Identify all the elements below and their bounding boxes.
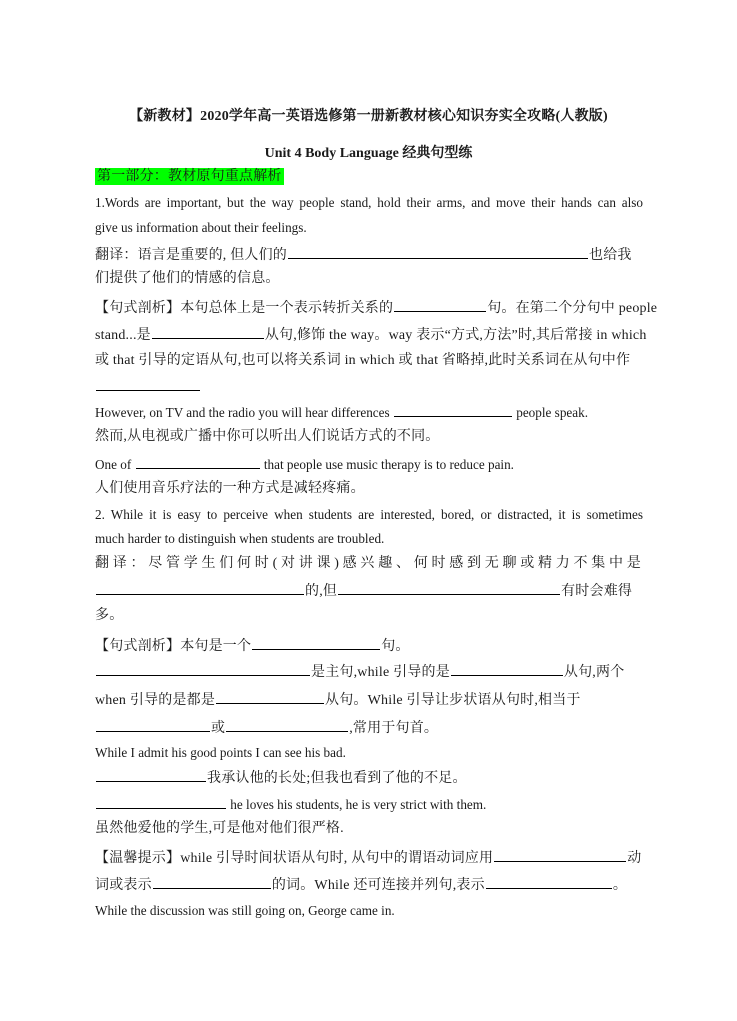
q1-ex1-text-b: people speak. xyxy=(516,405,589,420)
q2-sentence-line2: much harder to distinguish when students are troubled. xyxy=(95,531,385,546)
q1-sentence-line2: give us information about their feelings. xyxy=(95,220,307,235)
q1-analysis-line4 xyxy=(95,377,643,396)
q1-translation-line2: 们提供了他们的情感的信息。 xyxy=(95,271,280,286)
q2-trans-text-a: 的,但 xyxy=(305,584,338,599)
q2-sentence-line1: 2. While it is easy to perceive when students are interested, bored, or distracted, it is sometimes xyxy=(95,507,643,522)
q2-analysis-line2 xyxy=(95,662,643,682)
q2-tip-line1 xyxy=(95,848,643,868)
q2-analysis-blank5[interactable] xyxy=(96,718,210,732)
q2-tip-blank1[interactable] xyxy=(494,848,626,862)
q1-analysis2-text-a: stand...是 xyxy=(95,328,151,343)
q2-tip2-text-a: 词或表示 xyxy=(95,878,152,893)
q1-sentence-line1: 1.Words are important, but the way people stand, hold their arms, and move their hands can also xyxy=(95,195,643,210)
q1-example2-cn: 人们使用音乐疗法的一种方式是减轻疼痛。 xyxy=(95,481,365,496)
q1-example1-cn: 然而,从电视或广播中你可以听出人们说话方式的不同。 xyxy=(95,429,440,444)
q1-analysis-text-b: 句。在第二个分句中 people xyxy=(487,301,658,316)
q2-analysis1-text-b: 句。 xyxy=(381,639,410,654)
q2-tip2-text-c: 。 xyxy=(612,878,628,893)
q2-example2-cn: 虽然他爱他的学生,可是他对他们很严格. xyxy=(95,821,344,836)
q2-analysis-line4 xyxy=(95,718,643,738)
q2-tip1-text-b: 动 xyxy=(627,851,642,866)
q2-ex2-blank[interactable] xyxy=(96,795,226,809)
q2-analysis-blank2[interactable] xyxy=(96,662,310,676)
q2-example1-cn: 我承认他的长处;但我也看到了他的不足。 xyxy=(207,771,467,786)
section-label: 第一部分：教材原句重点解析 xyxy=(97,169,282,184)
q1-ex1-blank[interactable] xyxy=(394,403,512,417)
q2-analysis-blank4[interactable] xyxy=(216,690,324,704)
q1-analysis-blank1[interactable] xyxy=(394,298,486,312)
q1-analysis-line1 xyxy=(95,298,658,318)
section-heading xyxy=(95,168,643,186)
q2-analysis4-text-a: 或 xyxy=(211,721,226,736)
q1-ex2-text-a: One of xyxy=(95,457,132,472)
q1-ex2-blank[interactable] xyxy=(136,455,260,469)
q1-analysis-text-a: 【句式剖析】本句总体上是一个表示转折关系的 xyxy=(95,301,394,316)
q2-analysis-line3 xyxy=(95,690,643,710)
q2-tip-blank3[interactable] xyxy=(486,875,612,889)
q2-analysis3-text-a: when 引导的是都是 xyxy=(95,693,216,708)
q2-ex1-blank[interactable] xyxy=(96,768,206,782)
q2-tip2-text-b: 的词。While 还可连接并列句,表示 xyxy=(271,878,485,893)
q1-ex1-text-a: However, on TV and the radio you will hear differences xyxy=(95,405,390,420)
q2-tip-line2 xyxy=(95,875,643,895)
q1-example2 xyxy=(95,455,643,474)
q2-analysis1-text-a: 【句式剖析】本句是一个 xyxy=(95,639,252,654)
q1-analysis-blank2[interactable] xyxy=(152,325,264,339)
q1-analysis2-text-b: 从句,修饰 the way。way 表示“方式,方法”时,其后常接 in which xyxy=(264,328,647,343)
q1-translation-line1 xyxy=(95,245,643,265)
q2-example3: While the discussion was still going on, George came in. xyxy=(95,903,395,918)
q1-ex2-text-b: that people use music therapy is to reduce pain. xyxy=(263,457,514,472)
document-title: 【新教材】2020学年高一英语选修第一册新教材核心知识夯实全攻略(人教版) xyxy=(129,109,608,124)
q1-analysis-line2 xyxy=(95,325,647,345)
q2-trans-blank1[interactable] xyxy=(96,581,304,595)
q2-tip-blank2[interactable] xyxy=(153,875,271,889)
q2-translation-line3: 多。 xyxy=(95,608,124,623)
q1-analysis-blank3[interactable] xyxy=(96,377,200,391)
q1-trans-text-a: 翻译：语言是重要的, 但人们的 xyxy=(95,248,287,263)
q1-example1 xyxy=(95,403,643,422)
q2-example1: While I admit his good points I can see his bad. xyxy=(95,745,346,760)
q2-example2 xyxy=(95,795,643,814)
q2-analysis4-text-b: ,常用于句首。 xyxy=(349,721,439,736)
q1-analysis-line3: 或 that 引导的定语从句,也可以将关系词 in which 或 that 省略掉,此时关系词在从句中作 xyxy=(95,353,631,368)
q2-example1-cn-line xyxy=(95,768,643,788)
q2-analysis3-text-b: 从句。While 引导让步状语从句时,相当于 xyxy=(325,693,581,708)
q2-analysis2-text-a: 是主句,while 引导的是 xyxy=(311,665,450,680)
q2-trans-text-b: 有时会难得 xyxy=(561,584,633,599)
q2-analysis-line1 xyxy=(95,636,643,656)
document-subtitle: Unit 4 Body Language 经典句型练 xyxy=(264,146,473,161)
q2-analysis-blank3[interactable] xyxy=(451,662,563,676)
q2-analysis-blank6[interactable] xyxy=(226,718,348,732)
q2-analysis-blank1[interactable] xyxy=(252,636,380,650)
q2-translation-line1: 翻译：尽管学生们何时(对讲课)感兴趣、何时感到无聊或精力不集中是 xyxy=(95,556,643,571)
q2-example2-text: he loves his students, he is very strict with them. xyxy=(230,797,487,812)
q1-trans-blank[interactable] xyxy=(288,245,588,259)
q2-trans-blank2[interactable] xyxy=(338,581,560,595)
q2-tip1-text-a: 【温馨提示】while 引导时间状语从句时, 从句中的谓语动词应用 xyxy=(95,851,494,866)
q2-analysis2-text-b: 从句,两个 xyxy=(563,665,625,680)
q2-translation-line2 xyxy=(95,581,643,601)
q1-trans-text-b: 也给我 xyxy=(589,248,632,263)
